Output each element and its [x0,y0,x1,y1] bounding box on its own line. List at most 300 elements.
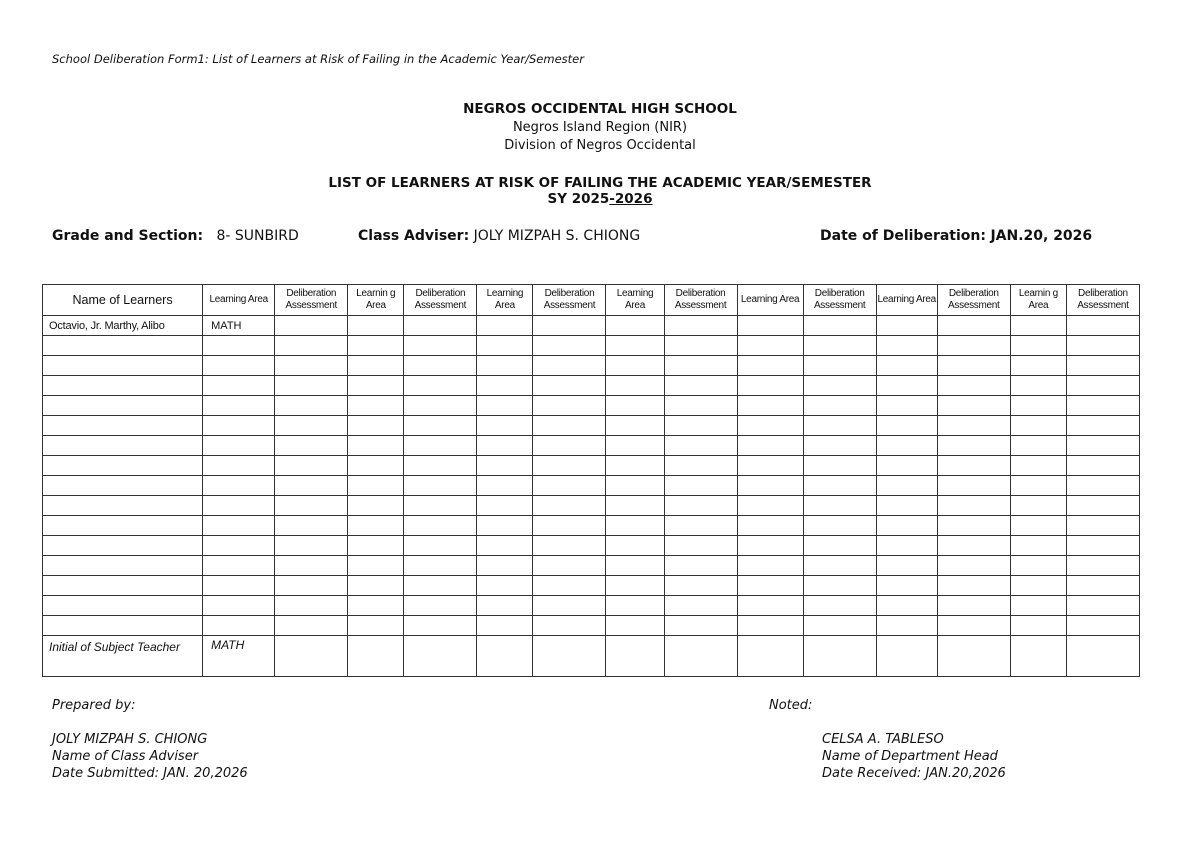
table-cell[interactable] [664,636,737,677]
table-cell[interactable] [664,316,737,336]
grade-section [52,228,299,244]
table-cell[interactable] [404,416,477,436]
table-cell[interactable] [1066,496,1139,516]
learner-name-cell[interactable]: Octavio, Jr. Marthy, Alibo [43,316,203,336]
school-name: NEGROS OCCIDENTAL HIGH SCHOOL [463,101,737,117]
table-cell[interactable] [1066,376,1139,396]
table-cell[interactable] [803,396,876,416]
table-cell[interactable] [606,576,664,596]
table-cell[interactable] [1066,616,1139,636]
table-cell[interactable] [404,456,477,476]
table-cell[interactable] [533,316,606,336]
table-cell[interactable] [1010,616,1066,636]
table-cell[interactable] [1010,556,1066,576]
table-cell[interactable] [348,456,404,476]
table-cell[interactable] [203,396,275,416]
table-cell[interactable] [533,616,606,636]
table-row [43,336,1140,356]
table-cell[interactable] [937,356,1010,376]
table-cell[interactable] [1010,356,1066,376]
table-cell[interactable] [664,416,737,436]
table-cell[interactable] [876,536,937,556]
table-cell[interactable] [404,356,477,376]
table-cell[interactable] [937,636,1010,677]
table-cell[interactable] [1010,516,1066,536]
table-cell[interactable] [203,436,275,456]
table-cell[interactable] [937,476,1010,496]
table-cell[interactable] [803,376,876,396]
table-cell[interactable] [1010,336,1066,356]
table-cell[interactable] [664,456,737,476]
table-cell[interactable] [737,516,803,536]
table-cell[interactable] [606,476,664,496]
table-row [43,616,1140,636]
table-cell[interactable] [275,456,348,476]
table-cell[interactable] [606,316,664,336]
table-cell[interactable] [737,556,803,576]
table-cell[interactable] [803,636,876,677]
table-cell[interactable] [737,436,803,456]
table-row [43,436,1140,456]
table-cell[interactable] [664,556,737,576]
table-cell[interactable] [1066,556,1139,576]
table-cell[interactable] [876,376,937,396]
table-cell[interactable] [348,556,404,576]
table-cell[interactable] [876,336,937,356]
table-cell[interactable] [937,376,1010,396]
table-cell[interactable] [404,536,477,556]
table-row [43,516,1140,536]
table-cell[interactable] [937,616,1010,636]
prepared-by-label: Prepared by: [52,698,136,713]
table-cell[interactable] [737,376,803,396]
table-cell[interactable] [937,436,1010,456]
deliberation-date [820,228,1092,244]
table-cell[interactable] [533,356,606,376]
table-row [43,556,1140,576]
table-cell[interactable] [606,616,664,636]
prepared-by-block [52,731,248,782]
table-row [43,456,1140,476]
table-cell[interactable] [803,456,876,476]
table-cell[interactable] [664,576,737,596]
table-cell[interactable] [404,636,477,677]
initial-row [43,636,1140,677]
table-cell[interactable] [664,376,737,396]
table-cell[interactable] [404,476,477,496]
table-cell[interactable] [203,416,275,436]
table-cell[interactable] [737,596,803,616]
table-cell[interactable] [1066,396,1139,416]
date-received: Date Received: JAN.20,2026 [822,766,1006,781]
table-cell[interactable] [1066,596,1139,616]
table-cell[interactable] [1010,596,1066,616]
table-cell[interactable] [876,496,937,516]
table-cell[interactable] [43,396,203,416]
table-cell[interactable] [737,316,803,336]
table-cell[interactable] [43,376,203,396]
table-cell[interactable] [477,536,533,556]
header-learning-area: Learning Area [477,285,533,316]
table-cell[interactable] [937,516,1010,536]
table-cell[interactable] [275,376,348,396]
table-cell[interactable] [876,636,937,677]
table-cell[interactable] [1010,496,1066,516]
table-row [43,576,1140,596]
table-cell[interactable] [533,376,606,396]
table-cell[interactable] [275,396,348,416]
table-cell[interactable] [203,516,275,536]
table-cell[interactable] [876,556,937,576]
table-cell[interactable] [1010,376,1066,396]
table-cell[interactable] [664,396,737,416]
table-cell[interactable] [533,416,606,436]
table-cell[interactable] [275,436,348,456]
table-cell[interactable] [606,336,664,356]
table-cell[interactable] [606,396,664,416]
table-cell[interactable] [43,356,203,376]
table-cell[interactable] [803,356,876,376]
table-row [43,356,1140,376]
table-row [43,536,1140,556]
class-adviser [358,228,640,244]
table-cell[interactable] [203,376,275,396]
table-cell[interactable] [533,516,606,536]
table-cell[interactable] [876,456,937,476]
table-cell[interactable] [803,556,876,576]
table-cell[interactable] [606,356,664,376]
table-cell[interactable] [533,596,606,616]
table-cell[interactable] [664,356,737,376]
table-cell[interactable] [275,556,348,576]
table-cell[interactable] [803,436,876,456]
table-cell[interactable] [937,316,1010,336]
grade-section-label: Grade and Section: [52,228,204,244]
noted-label: Noted: [769,698,813,713]
table-cell[interactable] [43,336,203,356]
table-cell[interactable] [275,416,348,436]
table-cell[interactable] [533,436,606,456]
table-cell[interactable] [203,336,275,356]
header-deliberation-assessment: Deliberation Assessment [937,285,1010,316]
table-cell[interactable] [348,536,404,556]
table-cell[interactable] [533,336,606,356]
header-deliberation-assessment: Deliberation Assessment [664,285,737,316]
table-cell[interactable] [664,616,737,636]
table-cell[interactable] [275,636,348,677]
table-cell[interactable] [876,516,937,536]
table-cell[interactable] [348,516,404,536]
table-cell[interactable] [477,316,533,336]
table-row [43,496,1140,516]
table-cell[interactable] [348,336,404,356]
table-cell[interactable] [737,356,803,376]
table-cell[interactable] [348,396,404,416]
initial-of-subject-teacher-label: Initial of Subject Teacher [43,636,203,677]
table-cell[interactable] [664,496,737,516]
table-cell[interactable] [876,416,937,436]
table-cell[interactable] [43,456,203,476]
table-cell[interactable] [477,616,533,636]
table-cell[interactable] [43,596,203,616]
table-cell[interactable] [1066,356,1139,376]
table-cell[interactable] [203,616,275,636]
table-cell[interactable] [1010,316,1066,336]
table-cell[interactable] [803,416,876,436]
table-cell[interactable] [606,536,664,556]
table-cell[interactable] [606,596,664,616]
table-cell[interactable] [606,456,664,476]
table-cell[interactable] [203,356,275,376]
table-cell[interactable] [737,476,803,496]
table-cell[interactable] [404,596,477,616]
table-cell[interactable] [43,616,203,636]
table-cell[interactable] [1066,336,1139,356]
table-cell[interactable] [1066,316,1139,336]
table-cell[interactable] [533,476,606,496]
table-cell[interactable] [606,496,664,516]
table-cell[interactable] [203,496,275,516]
table-cell[interactable] [348,476,404,496]
table-cell[interactable] [348,636,404,677]
table-cell[interactable] [275,316,348,336]
table-cell[interactable] [937,556,1010,576]
header-learning-area: Learning Area [203,285,275,316]
table-cell[interactable] [664,476,737,496]
table-cell[interactable] [43,516,203,536]
table-cell[interactable] [43,416,203,436]
table-cell[interactable] [477,336,533,356]
table-cell[interactable] [477,456,533,476]
initial-learning-area[interactable]: MATH [203,636,275,677]
table-cell[interactable] [1010,396,1066,416]
table-cell[interactable] [737,496,803,516]
table-cell[interactable] [275,616,348,636]
table-cell[interactable] [1066,416,1139,436]
table-cell[interactable] [404,556,477,576]
table-cell[interactable] [937,456,1010,476]
table-cell[interactable] [275,496,348,516]
table-cell[interactable] [477,356,533,376]
class-adviser-label: Class Adviser: [358,228,470,244]
table-cell[interactable] [803,476,876,496]
table-cell[interactable] [348,416,404,436]
table-cell[interactable] [477,556,533,576]
header-learning-area: Learnin g Area [348,285,404,316]
table-cell[interactable] [876,396,937,416]
table-cell[interactable] [203,536,275,556]
table-cell[interactable] [404,576,477,596]
table-cell[interactable] [803,316,876,336]
table-cell[interactable] [1066,576,1139,596]
table-cell[interactable] [937,536,1010,556]
table-header-row [43,285,1140,316]
table-cell[interactable] [803,536,876,556]
school-year [0,191,1200,207]
table-cell[interactable] [203,596,275,616]
table-cell[interactable] [664,436,737,456]
table-cell[interactable] [404,376,477,396]
table-cell[interactable] [477,476,533,496]
table-cell[interactable] [937,576,1010,596]
table-cell[interactable] [737,576,803,596]
table-cell[interactable] [43,476,203,496]
table-cell[interactable] [203,556,275,576]
table-cell[interactable] [203,576,275,596]
table-cell[interactable] [348,576,404,596]
table-cell[interactable] [533,636,606,677]
table-cell[interactable] [1066,536,1139,556]
table-cell[interactable] [937,396,1010,416]
table-cell[interactable] [664,596,737,616]
table-cell[interactable] [533,456,606,476]
table-cell[interactable] [348,616,404,636]
table-cell[interactable] [1066,436,1139,456]
table-cell[interactable] [404,616,477,636]
table-cell[interactable] [1010,576,1066,596]
header-learning-area: Learning Area [737,285,803,316]
table-cell[interactable] [606,376,664,396]
header-deliberation-assessment: Deliberation Assessment [275,285,348,316]
date-submitted: Date Submitted: JAN. 20,2026 [52,766,248,781]
table-cell[interactable] [404,316,477,336]
table-cell[interactable] [203,476,275,496]
table-cell[interactable] [43,436,203,456]
header-deliberation-assessment: Deliberation Assessment [1066,285,1139,316]
table-cell[interactable] [533,496,606,516]
table-cell[interactable] [348,316,404,336]
table-cell[interactable] [937,336,1010,356]
table-cell[interactable] [606,516,664,536]
table-cell[interactable] [43,576,203,596]
noted-by-role: Name of Department Head [822,749,998,764]
table-cell[interactable] [348,496,404,516]
table-cell[interactable] [404,516,477,536]
table-cell[interactable] [1010,456,1066,476]
table-cell[interactable] [803,616,876,636]
table-cell[interactable] [876,576,937,596]
table-cell[interactable] [43,496,203,516]
table-cell[interactable] [803,516,876,536]
table-cell[interactable] [1066,456,1139,476]
table-cell[interactable] [477,496,533,516]
table-cell[interactable] [1066,516,1139,536]
table-cell[interactable] [533,396,606,416]
table-cell[interactable] [1010,476,1066,496]
table-cell[interactable] [737,636,803,677]
form-title: School Deliberation Form1: List of Learners at Risk of Failing in the Academic Year/Semester [52,52,584,66]
table-cell[interactable] [606,556,664,576]
table-cell[interactable] [803,596,876,616]
table-cell[interactable] [664,516,737,536]
table-cell[interactable] [404,336,477,356]
header-learning-area: Learning Area [876,285,937,316]
table-cell[interactable] [876,596,937,616]
table-cell[interactable] [533,536,606,556]
table-cell[interactable] [477,516,533,536]
table-cell[interactable] [876,436,937,456]
table-cell[interactable] [404,496,477,516]
table-cell[interactable] [348,356,404,376]
table-cell[interactable] [937,496,1010,516]
table-cell[interactable] [1066,476,1139,496]
school-division: Division of Negros Occidental [504,138,696,153]
table-cell[interactable] [275,476,348,496]
table-cell[interactable] [404,436,477,456]
table-cell[interactable] [477,416,533,436]
table-cell[interactable] [876,356,937,376]
table-cell[interactable] [275,336,348,356]
table-cell[interactable] [477,576,533,596]
table-cell[interactable] [876,616,937,636]
table-cell[interactable] [275,576,348,596]
table-cell[interactable] [1010,436,1066,456]
table-cell[interactable] [477,636,533,677]
table-row [43,596,1140,616]
table-cell[interactable] [737,336,803,356]
table-cell[interactable] [1010,536,1066,556]
table-cell[interactable] [43,536,203,556]
deliberation-date-label: Date of Deliberation: [820,228,986,244]
table-cell[interactable] [606,436,664,456]
table-cell[interactable] [477,596,533,616]
table-cell[interactable] [477,436,533,456]
table-cell[interactable] [275,356,348,376]
table-cell[interactable] [1010,416,1066,436]
table-cell[interactable] [664,536,737,556]
table-cell[interactable] [533,576,606,596]
table-cell[interactable] [348,376,404,396]
table-cell[interactable] [203,456,275,476]
table-cell[interactable] [803,496,876,516]
table-cell[interactable] [477,376,533,396]
table-cell[interactable] [606,416,664,436]
table-cell[interactable] [404,396,477,416]
noted-by-block [822,731,1006,782]
prepared-by-role: Name of Class Adviser [52,749,199,764]
table-cell[interactable] [533,556,606,576]
header-learning-area: Learnin g Area [1010,285,1066,316]
table-row [43,316,1140,336]
table-cell[interactable] [275,536,348,556]
table-cell[interactable] [1010,636,1066,677]
header-learning-area: Learning Area [606,285,664,316]
school-year-end: -2026 [609,191,653,207]
table-cell[interactable] [348,596,404,616]
learning-area-cell[interactable]: MATH [203,316,275,336]
table-cell[interactable] [275,596,348,616]
table-cell[interactable] [737,536,803,556]
table-cell[interactable] [664,336,737,356]
table-cell[interactable] [876,316,937,336]
table-cell[interactable] [737,456,803,476]
table-cell[interactable] [606,636,664,677]
table-cell[interactable] [43,556,203,576]
table-cell[interactable] [737,416,803,436]
table-cell[interactable] [876,476,937,496]
table-cell[interactable] [477,396,533,416]
table-cell[interactable] [937,416,1010,436]
table-cell[interactable] [275,516,348,536]
table-cell[interactable] [348,436,404,456]
header-deliberation-assessment: Deliberation Assessment [803,285,876,316]
table-cell[interactable] [937,596,1010,616]
table-cell[interactable] [737,616,803,636]
table-cell[interactable] [1066,636,1139,677]
table-cell[interactable] [803,576,876,596]
table-cell[interactable] [803,336,876,356]
table-cell[interactable] [737,396,803,416]
